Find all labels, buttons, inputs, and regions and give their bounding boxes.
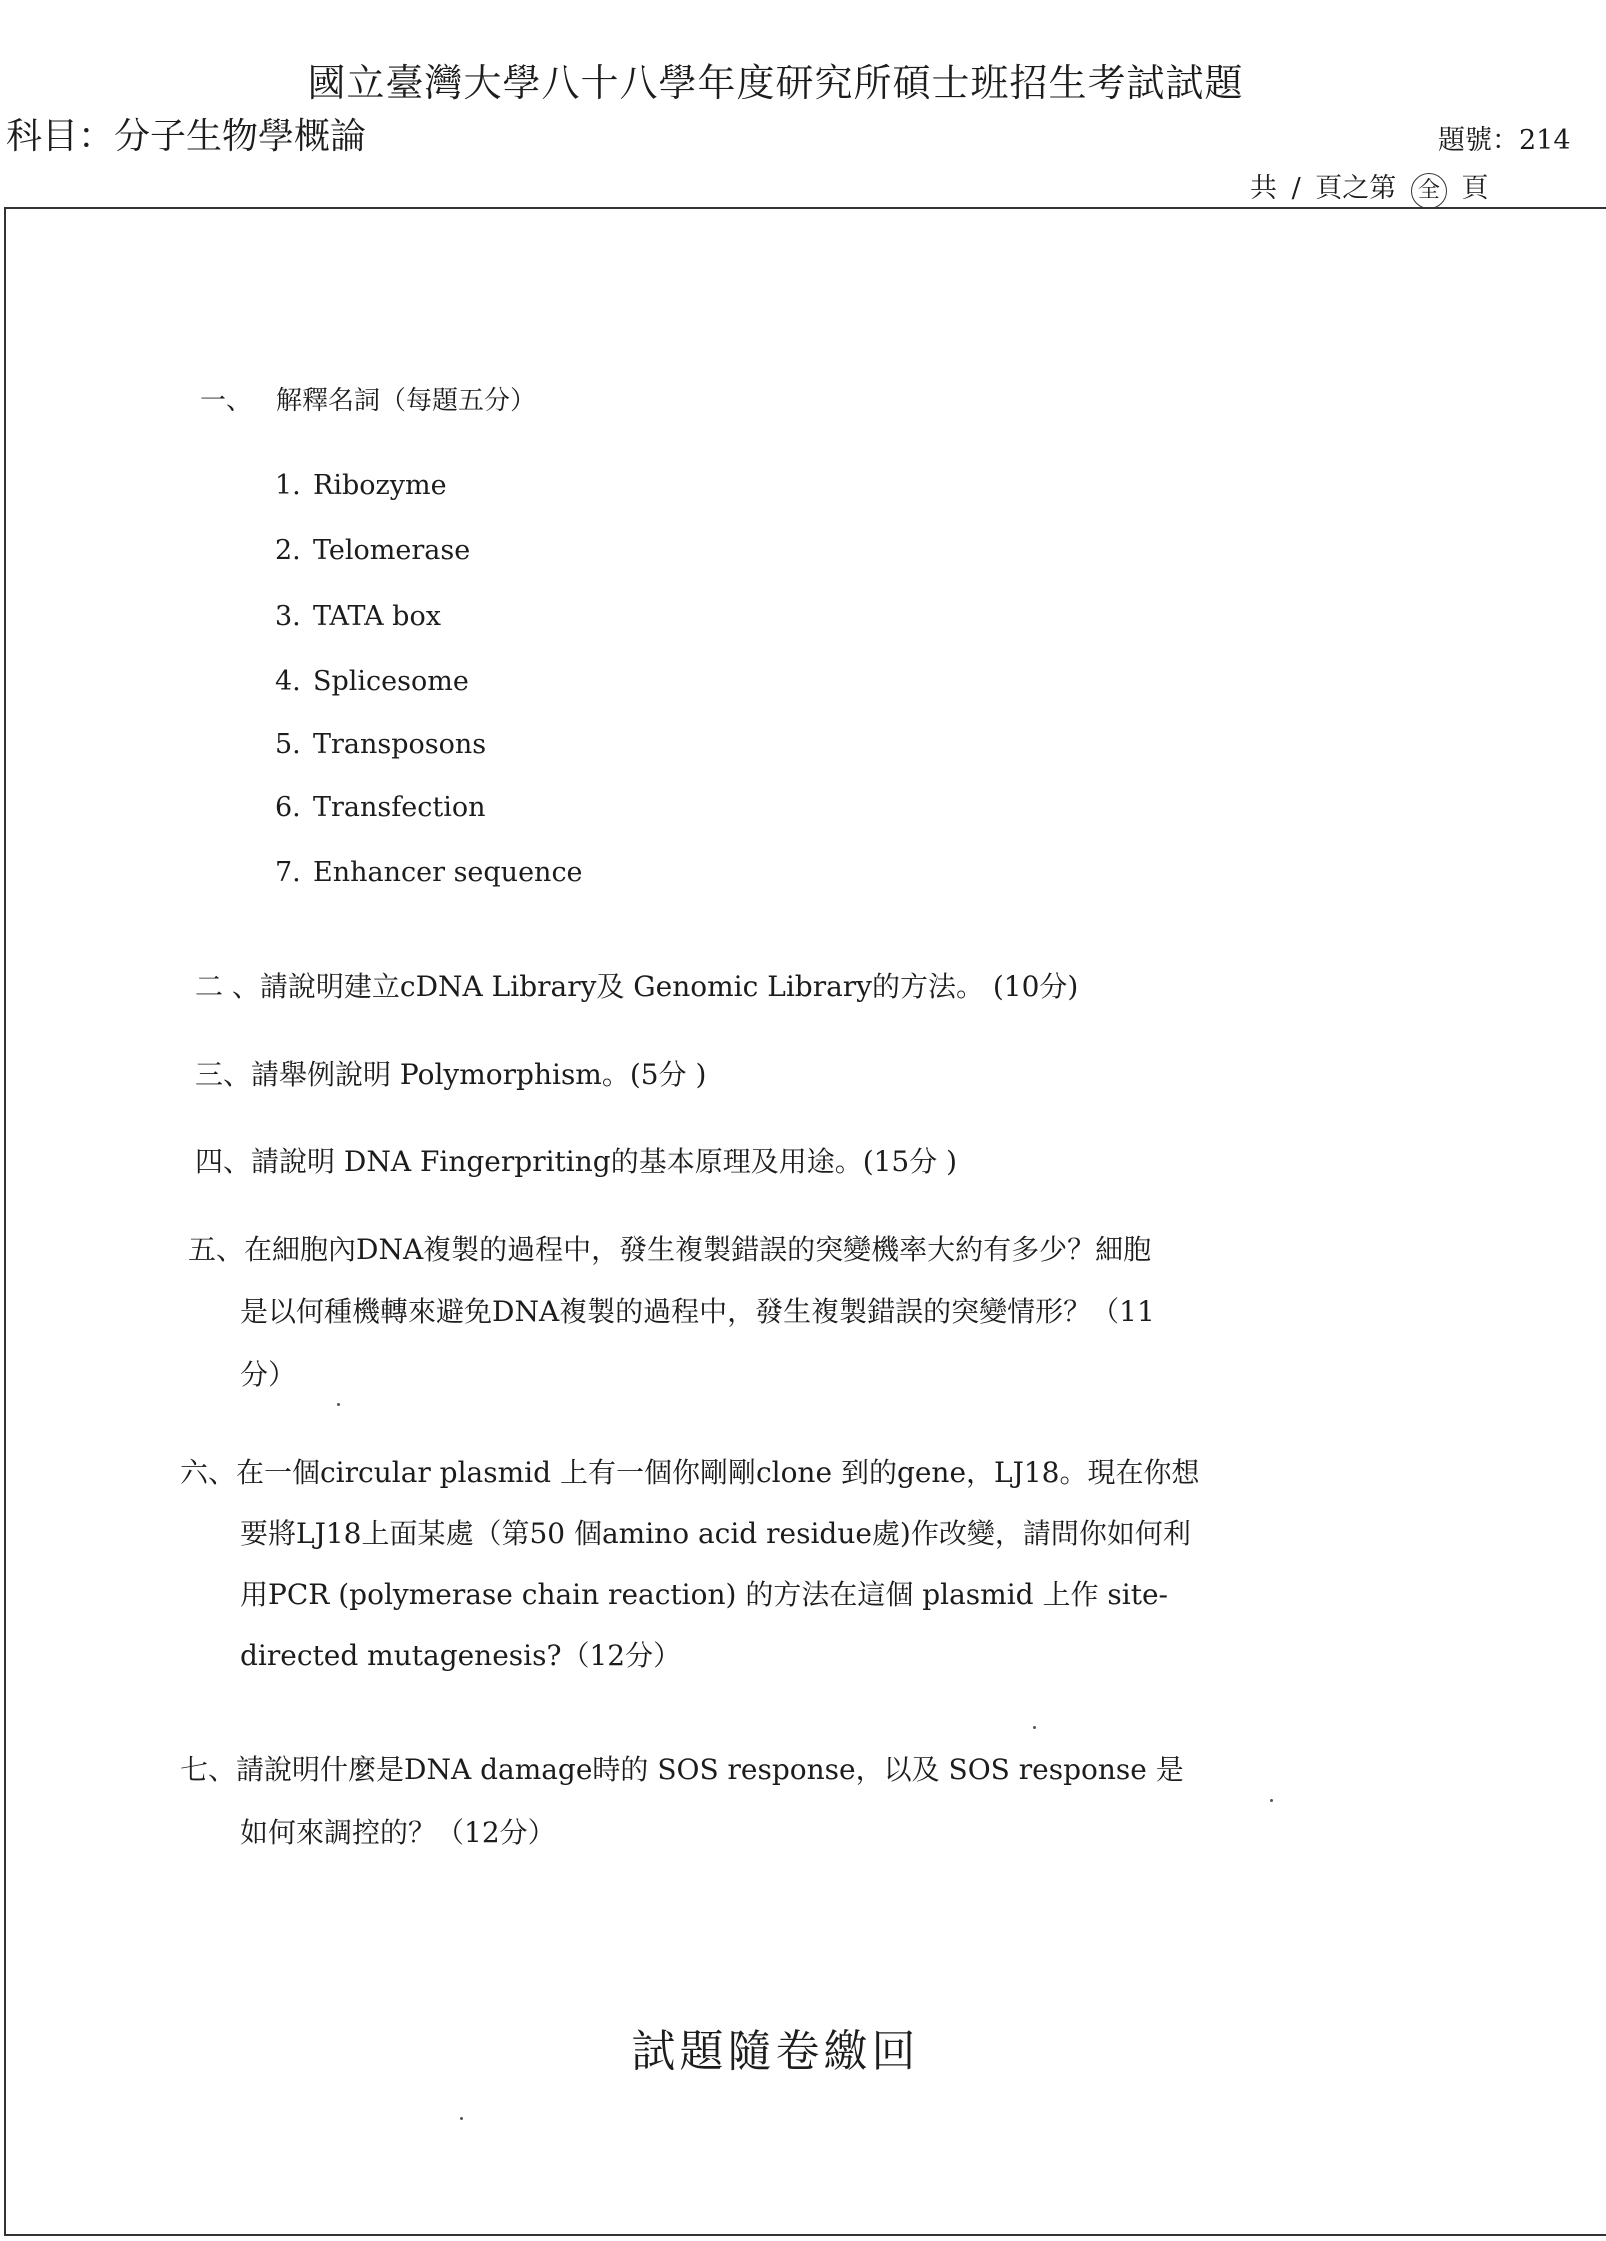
scan-speck (460, 2117, 463, 2120)
question-6-line: 用PCR (polymerase chain reaction) 的方法在這個 plasmid 上作 site- (240, 1578, 1168, 1611)
question-6-line: 六、在一個circular plasmid 上有一個你剛剛clone 到的gene，LJ18。現在你想 (180, 1456, 1200, 1489)
term-number: 4. (275, 666, 301, 697)
scan-speck (1033, 1726, 1036, 1729)
answer-frame (4, 207, 1606, 2236)
term-text: TATA box (313, 601, 441, 632)
term-number: 1. (275, 470, 301, 501)
page-count-suffix: 頁 (1461, 173, 1489, 204)
term-item (275, 729, 486, 760)
term-text: Ribozyme (313, 470, 447, 501)
question-1-heading (200, 380, 536, 417)
page-count-circle: 全 (1411, 173, 1447, 209)
page-count (1250, 166, 1488, 209)
question-4: 四、請說明 DNA Fingerpriting的基本原理及用途。(15分 ) (195, 1145, 958, 1178)
term-number: 7. (275, 857, 301, 888)
subject-label: 科目：分子生物學概論 (6, 116, 367, 157)
question-7-line: 如何來調控的？（12分） (240, 1816, 556, 1849)
question-7-line: 七、請說明什麼是DNA damage時的 SOS response，以及 SOS response 是 (180, 1753, 1184, 1786)
term-number: 5. (275, 729, 301, 760)
term-number: 2. (275, 535, 301, 566)
question-number: 題號：214 (1438, 125, 1571, 156)
term-item (275, 470, 447, 501)
question-2: 二 、請說明建立cDNA Library及 Genomic Library的方法。 (10分) (195, 970, 1079, 1003)
term-item (275, 792, 485, 823)
question-1-title: 解釋名詞（每題五分） (276, 386, 537, 416)
term-text: Splicesome (313, 666, 469, 697)
term-item (275, 601, 441, 632)
term-text: Telomerase (313, 535, 471, 566)
question-1-number: 一、 (200, 386, 253, 416)
question-6-line: directed mutagenesis?（12分） (240, 1639, 682, 1672)
term-text: Enhancer sequence (313, 857, 583, 888)
term-number: 6. (275, 792, 301, 823)
scan-speck (1270, 1799, 1273, 1802)
term-item (275, 666, 469, 697)
scan-speck (337, 1403, 340, 1406)
term-item (275, 535, 470, 566)
question-5-line: 分） (240, 1358, 297, 1391)
question-5-line: 五、在細胞內DNA複製的過程中，發生複製錯誤的突變機率大約有多少？細胞 (188, 1233, 1152, 1266)
term-text: Transfection (313, 792, 486, 823)
term-item (275, 857, 583, 888)
question-3: 三、請舉例說明 Polymorphism。(5分 ) (195, 1058, 707, 1091)
question-5-line: 是以何種機轉來避免DNA複製的過程中，發生複製錯誤的突變情形？（11 (240, 1295, 1155, 1328)
term-number: 3. (275, 601, 301, 632)
page-count-prefix: 共 / 頁之第 (1250, 173, 1397, 204)
exam-title: 國立臺灣大學八十八學年度研究所碩士班招生考試試題 (307, 61, 1244, 105)
return-notice: 試題隨卷繳回 (631, 2026, 920, 2077)
term-text: Transposons (313, 729, 487, 760)
question-6-line: 要將LJ18上面某處（第50 個amino acid residue處)作改變，請問你如何利 (240, 1517, 1191, 1550)
